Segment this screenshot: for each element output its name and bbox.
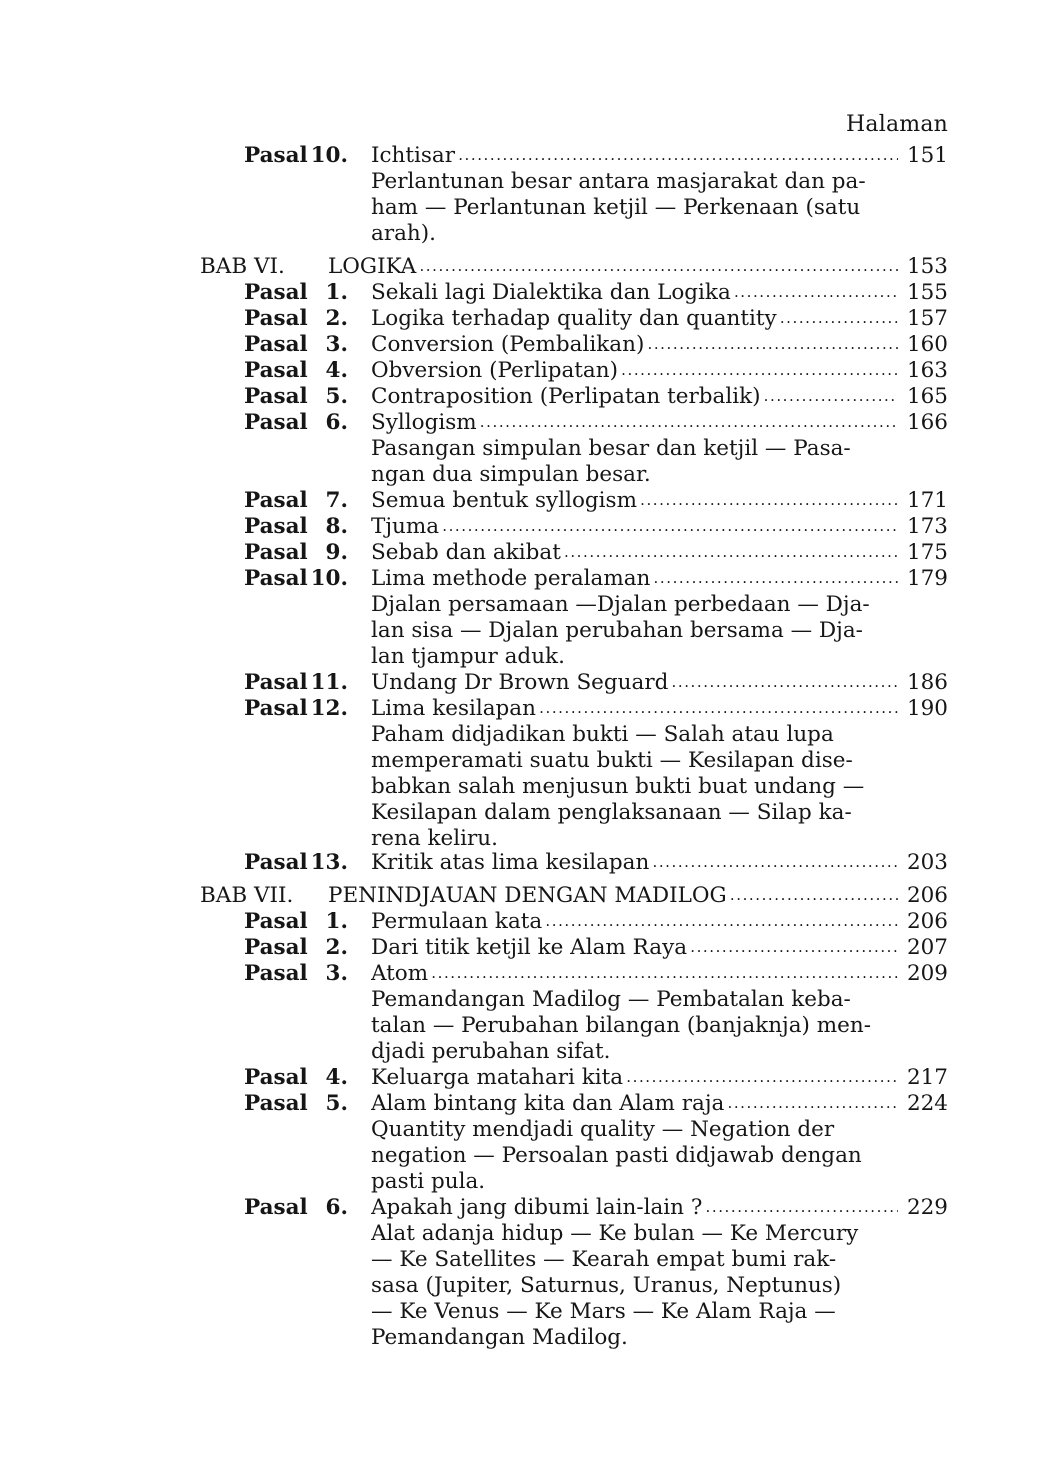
- page-number: 229: [906, 1195, 948, 1220]
- entry-title-text: Sekali lagi Dialektika dan Logika: [371, 280, 731, 305]
- entry-title: [371, 696, 898, 723]
- description-line: — Ke Satellites — Kearah empat bumi rak-: [371, 1247, 837, 1272]
- pasal-label: Pasal: [244, 306, 308, 331]
- entry-title-text: Syllogism: [371, 410, 477, 435]
- description-line: negation — Persoalan pasti didjawab dengan: [371, 1143, 862, 1168]
- toc-entry[interactable]: [0, 384, 1038, 410]
- entry-title-text: Lima kesilapan: [371, 696, 536, 721]
- entry-title-text: Alam bintang kita dan Alam raja: [371, 1091, 725, 1116]
- page-column-header: Halaman: [846, 112, 949, 137]
- page-number: 153: [906, 254, 948, 279]
- pasal-label: Pasal: [244, 670, 308, 695]
- entry-title: [371, 961, 898, 988]
- entry-title: [371, 143, 898, 170]
- page-number: 217: [906, 1065, 948, 1090]
- pasal-number: 1.: [325, 909, 348, 934]
- toc-entry[interactable]: [0, 514, 1038, 540]
- pasal-number: 7.: [325, 488, 348, 513]
- entry-description: [371, 592, 901, 670]
- toc-entry[interactable]: [0, 566, 1038, 592]
- description-line: Djalan persamaan —Djalan perbedaan — Dja-: [371, 592, 870, 617]
- page-number: 224: [906, 1091, 948, 1116]
- page-number: 157: [906, 306, 948, 331]
- entry-title: [371, 1195, 898, 1222]
- toc-entry[interactable]: [0, 961, 1038, 987]
- entry-title-text: PENINDJAUAN DENGAN MADILOG: [328, 883, 727, 908]
- pasal-label: Pasal: [244, 514, 308, 539]
- entry-title-text: Sebab dan akibat: [371, 540, 561, 565]
- pasal-label: Pasal: [244, 961, 308, 986]
- entry-title: [371, 488, 898, 515]
- toc-entry[interactable]: [0, 1065, 1038, 1091]
- entry-description: [371, 1117, 901, 1195]
- pasal-number: 2.: [325, 935, 348, 960]
- entry-title-text: Obversion (Perlipatan): [371, 358, 618, 383]
- toc-entry[interactable]: [0, 254, 1038, 280]
- toc-entry[interactable]: [0, 1091, 1038, 1117]
- pasal-label: Pasal: [244, 566, 308, 591]
- entry-title-text: Lima methode peralaman: [371, 566, 651, 591]
- page-number: 209: [906, 961, 948, 986]
- entry-title: [371, 1091, 898, 1118]
- entry-title: [371, 332, 898, 359]
- page-number: 206: [906, 883, 948, 908]
- entry-title-text: Permulaan kata: [371, 909, 543, 934]
- pasal-label: Pasal: [244, 332, 308, 357]
- pasal-label: Pasal: [244, 1065, 308, 1090]
- pasal-label: Pasal: [244, 384, 308, 409]
- description-line: Alat adanja hidup — Ke bulan — Ke Mercury: [371, 1221, 859, 1246]
- description-line: ham — Perlantunan ketjil — Perkenaan (satu: [371, 195, 861, 220]
- page-number: 160: [906, 332, 948, 357]
- toc-entry[interactable]: [0, 306, 1038, 332]
- entry-title: [371, 670, 898, 697]
- entry-title-text: Tjuma: [371, 514, 440, 539]
- pasal-number: 4.: [325, 358, 348, 383]
- toc-entry[interactable]: [0, 540, 1038, 566]
- pasal-number: 9.: [325, 540, 348, 565]
- entry-title-text: LOGIKA: [328, 254, 417, 279]
- page-number: 173: [906, 514, 948, 539]
- page-number: 175: [906, 540, 948, 565]
- entry-title: [371, 909, 898, 936]
- toc-entry[interactable]: [0, 850, 1038, 876]
- toc-entry[interactable]: [0, 488, 1038, 514]
- page-number: 190: [906, 696, 948, 721]
- pasal-label: Pasal: [244, 850, 308, 875]
- pasal-number: 3.: [325, 961, 348, 986]
- entry-title-text: Apakah jang dibumi lain-lain ?: [371, 1195, 703, 1220]
- pasal-number: 6.: [325, 410, 348, 435]
- description-line: sasa (Jupiter, Saturnus, Uranus, Neptunus): [371, 1273, 842, 1298]
- toc-entry[interactable]: [0, 883, 1038, 909]
- entry-title-text: Dari titik ketjil ke Alam Raya: [371, 935, 688, 960]
- description-line: Paham didjadikan bukti — Salah atau lupa: [371, 722, 834, 747]
- entry-description: [371, 722, 901, 852]
- pasal-label: Pasal: [244, 358, 308, 383]
- description-line: — Ke Venus — Ke Mars — Ke Alam Raja —: [371, 1299, 836, 1324]
- entry-title-text: Keluarga matahari kita: [371, 1065, 624, 1090]
- pasal-label: Pasal: [244, 488, 308, 513]
- entry-description: [371, 1221, 901, 1351]
- page-number: 207: [906, 935, 948, 960]
- pasal-number: 4.: [325, 1065, 348, 1090]
- description-line: lan tjampur aduk.: [371, 644, 565, 669]
- page-number: 165: [906, 384, 948, 409]
- pasal-label: Pasal: [244, 143, 308, 168]
- entry-title-text: Kritik atas lima kesilapan: [371, 850, 650, 875]
- pasal-label: Pasal: [244, 935, 308, 960]
- pasal-number: 2.: [325, 306, 348, 331]
- entry-title: [371, 384, 898, 411]
- entry-title-text: Semua bentuk syllogism: [371, 488, 637, 513]
- entry-title: [371, 358, 898, 385]
- page-number: 166: [906, 410, 948, 435]
- entry-title-text: Logika terhadap quality dan quantity: [371, 306, 777, 331]
- toc-entry[interactable]: [0, 410, 1038, 436]
- toc-entry[interactable]: [0, 696, 1038, 722]
- pasal-label: Pasal: [244, 540, 308, 565]
- description-line: arah).: [371, 221, 436, 246]
- page-number: 171: [906, 488, 948, 513]
- description-line: pasti pula.: [371, 1169, 486, 1194]
- pasal-label: Pasal: [244, 1195, 308, 1220]
- entry-title: [371, 540, 898, 567]
- pasal-number: 5.: [325, 1091, 348, 1116]
- entry-title-text: Ichtisar: [371, 143, 456, 168]
- toc-entry[interactable]: [0, 909, 1038, 935]
- pasal-label: Pasal: [244, 909, 308, 934]
- entry-description: [371, 987, 901, 1065]
- entry-title: [371, 850, 898, 877]
- description-line: rena keliru.: [371, 826, 498, 851]
- page-number: 163: [906, 358, 948, 383]
- chapter-label: BAB VII.: [200, 883, 294, 908]
- description-line: Kesilapan dalam penglaksanaan — Silap ka-: [371, 800, 852, 825]
- pasal-label: Pasal: [244, 280, 308, 305]
- description-line: Pemandangan Madilog — Pembatalan keba-: [371, 987, 851, 1012]
- toc-entry[interactable]: [0, 280, 1038, 306]
- pasal-label: Pasal: [244, 410, 308, 435]
- pasal-number: 8.: [325, 514, 348, 539]
- pasal-label: Pasal: [244, 696, 308, 721]
- description-line: ngan dua simpulan besar.: [371, 462, 651, 487]
- toc-entry[interactable]: [0, 670, 1038, 696]
- pasal-number: 10.: [310, 566, 348, 591]
- entry-title-text: Undang Dr Brown Seguard: [371, 670, 669, 695]
- pasal-number: 1.: [325, 280, 348, 305]
- entry-title: [328, 254, 898, 281]
- description-line: Pemandangan Madilog.: [371, 1325, 628, 1350]
- description-line: babkan salah menjusun bukti buat undang —: [371, 774, 865, 799]
- description-line: djadi perubahan sifat.: [371, 1039, 611, 1064]
- page-number: 203: [906, 850, 948, 875]
- chapter-label: BAB VI.: [200, 254, 285, 279]
- entry-title: [371, 514, 898, 541]
- toc-entry[interactable]: [0, 358, 1038, 384]
- entry-description: [371, 169, 901, 247]
- page-number: 155: [906, 280, 948, 305]
- description-line: Quantity mendjadi quality — Negation der: [371, 1117, 835, 1142]
- description-line: Pasangan simpulan besar dan ketjil — Pasa-: [371, 436, 851, 461]
- entry-title-text: Contraposition (Perlipatan terbalik): [371, 384, 761, 409]
- toc-entry[interactable]: [0, 935, 1038, 961]
- pasal-number: 6.: [325, 1195, 348, 1220]
- description-line: talan — Perubahan bilangan (banjaknja) men-: [371, 1013, 871, 1038]
- entry-title: [371, 306, 898, 333]
- entry-title: [371, 1065, 898, 1092]
- pasal-number: 3.: [325, 332, 348, 357]
- toc-entry[interactable]: [0, 1195, 1038, 1221]
- entry-description: [371, 436, 901, 488]
- page-number: 151: [906, 143, 948, 168]
- entry-title: [328, 883, 898, 910]
- page-number: 179: [906, 566, 948, 591]
- page-number: 206: [906, 909, 948, 934]
- pasal-number: 12.: [310, 696, 348, 721]
- page-number: 186: [906, 670, 948, 695]
- entry-title: [371, 280, 898, 307]
- description-line: memperamati suatu bukti — Kesilapan dise-: [371, 748, 853, 773]
- description-line: Perlantunan besar antara masjarakat dan pa-: [371, 169, 866, 194]
- entry-title: [371, 935, 898, 962]
- entry-title-text: Conversion (Pembalikan): [371, 332, 645, 357]
- entry-title: [371, 410, 898, 437]
- pasal-number: 10.: [310, 143, 348, 168]
- entry-title-text: Atom: [371, 961, 429, 986]
- pasal-number: 11.: [310, 670, 348, 695]
- pasal-number: 13.: [310, 850, 348, 875]
- toc-entry[interactable]: [0, 143, 1038, 169]
- pasal-number: 5.: [325, 384, 348, 409]
- toc-entry[interactable]: [0, 332, 1038, 358]
- entry-title: [371, 566, 898, 593]
- description-line: lan sisa — Djalan perubahan bersama — Dja-: [371, 618, 863, 643]
- pasal-label: Pasal: [244, 1091, 308, 1116]
